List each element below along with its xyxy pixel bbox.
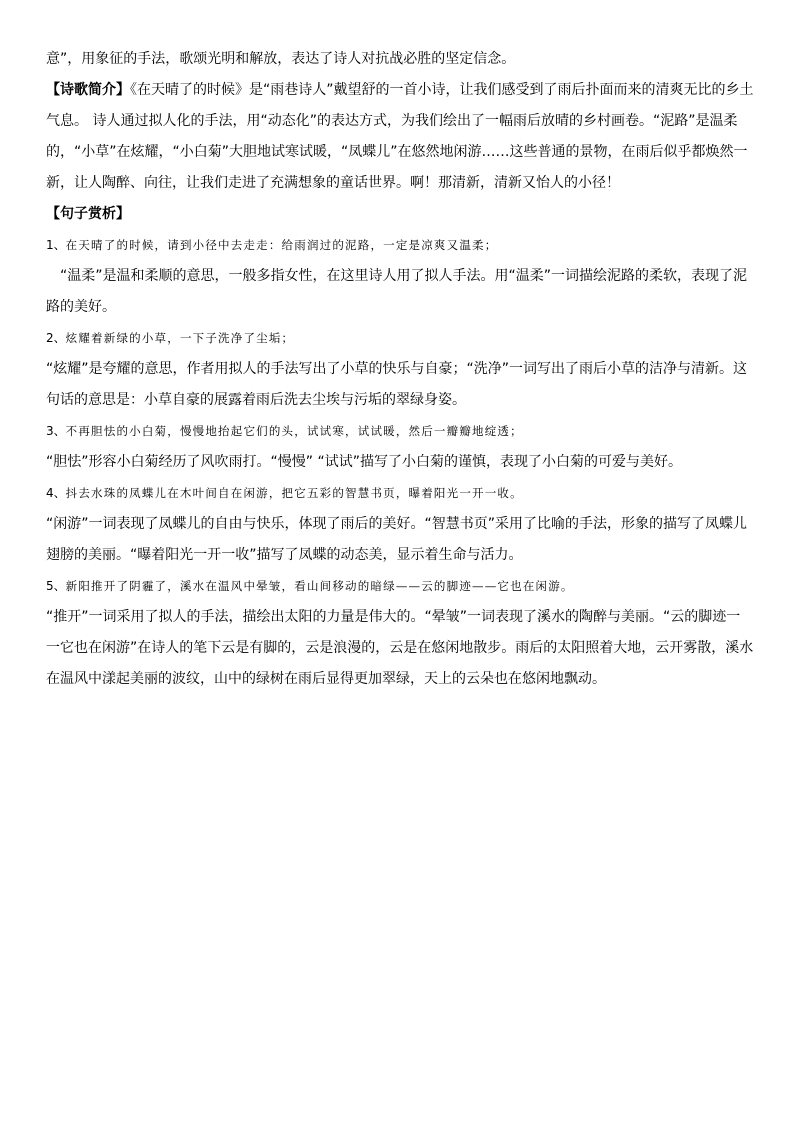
poem-quote: 新阳推开了阴霾了，溪水在温风中晕皱，看山间移动的暗绿——云的脚迹——它也在闲游。 — [65, 579, 574, 593]
poem-quote: 不再胆怯的小白菊，慢慢地抬起它们的头，试试寒，试试暖，然后一瓣瓣地绽透； — [65, 424, 523, 438]
item-number: 1、 — [46, 238, 66, 252]
quote-line — [46, 416, 754, 447]
poem-intro-label: 【诗歌简介】 — [46, 82, 130, 98]
document-page — [46, 44, 754, 695]
analysis-item-3 — [46, 416, 754, 478]
analysis-item-4 — [46, 478, 754, 571]
analysis-item-1 — [46, 230, 754, 323]
poem-quote: 抖去水珠的凤蝶儿在木叶间自在闲游，把它五彩的智慧书页，曝着阳光一开一收。 — [65, 486, 523, 500]
poem-quote: 在天晴了的时候，请到小径中去走走：给雨润过的泥路，一定是凉爽又温柔； — [65, 238, 498, 252]
analysis-text: “胆怯”形容小白菊经历了风吹雨打。“慢慢” “试试”描写了小白菊的谨慎，表现了小白菊的可爱与美好。 — [46, 454, 682, 470]
item-number: 4、 — [46, 486, 66, 500]
poem-intro-paragraph — [46, 75, 754, 199]
analysis-text: “推开”一词采用了拟人的手法，描绘出太阳的力量是伟大的。“晕皱”一词表现了溪水的陶醉与美丽。“云的脚迹一一它也在闲游”在诗人的笔下云是有脚的，云是浪漫的，云是在悠闲地散步。雨后的太阳照着大地，云开雾散，溪水在温风中漾起美丽的波纹，山中的绿树在雨后显得更加翠绿，天上的云朵也在悠闲地飘动。 — [46, 609, 754, 687]
quote-line — [46, 230, 754, 261]
quote-line — [46, 323, 754, 354]
item-number: 3、 — [46, 424, 66, 438]
analysis-text: “温柔”是温和柔顺的意思，一般多指女性，在这里诗人用了拟人手法。用“温柔”一词描绘泥路的柔软，表现了泥路的美好。 — [46, 268, 748, 315]
quote-line — [46, 571, 754, 602]
analysis-heading: 【句子赏析】 — [46, 206, 130, 222]
analysis-item-5 — [46, 571, 754, 695]
item-number: 2、 — [46, 331, 66, 345]
analysis-text: “炫耀”是夸耀的意思，作者用拟人的手法写出了小草的快乐与自豪；“洗净”一词写出了雨后小草的洁净与清新。这句话的意思是：小草自豪的展露着雨后洗去尘埃与污垢的翠绿身姿。 — [46, 361, 748, 408]
analysis-text: “闲游”一词表现了凤蝶儿的自由与快乐，体现了雨后的美好。“智慧书页”采用了比喻的手法，形象的描写了凤蝶儿翅膀的美丽。“曝着阳光一开一收”描写了凤蝶的动态美，显示着生命与活力。 — [46, 516, 748, 563]
item-number: 5、 — [46, 579, 66, 593]
intro-tail-paragraph: 意”，用象征的手法，歌颂光明和解放，表达了诗人对抗战必胜的坚定信念。 — [46, 51, 516, 67]
poem-intro-text: 《在天晴了的时候》是“雨巷诗人”戴望舒的一首小诗，让我们感受到了雨后扑面而来的清爽无比的乡土气息。 诗人通过拟人化的手法，用“动态化”的表达方式，为我们绘出了一幅雨后放晴的乡村画卷。“泥路”是温柔的，“小草”在炫耀，“小白菊”大胆地试寒试暖，“凤蝶儿”在悠然地闲游……这些普通的景物，在雨后似乎都焕然一新，让人陶醉、向往，让我们走进了充满想象的童话世界。啊！那清新，清新又怡人的小径！ — [46, 82, 754, 191]
quote-line — [46, 478, 754, 509]
analysis-item-2 — [46, 323, 754, 416]
poem-quote: 炫耀着新绿的小草，一下子洗净了尘垢； — [65, 331, 295, 345]
